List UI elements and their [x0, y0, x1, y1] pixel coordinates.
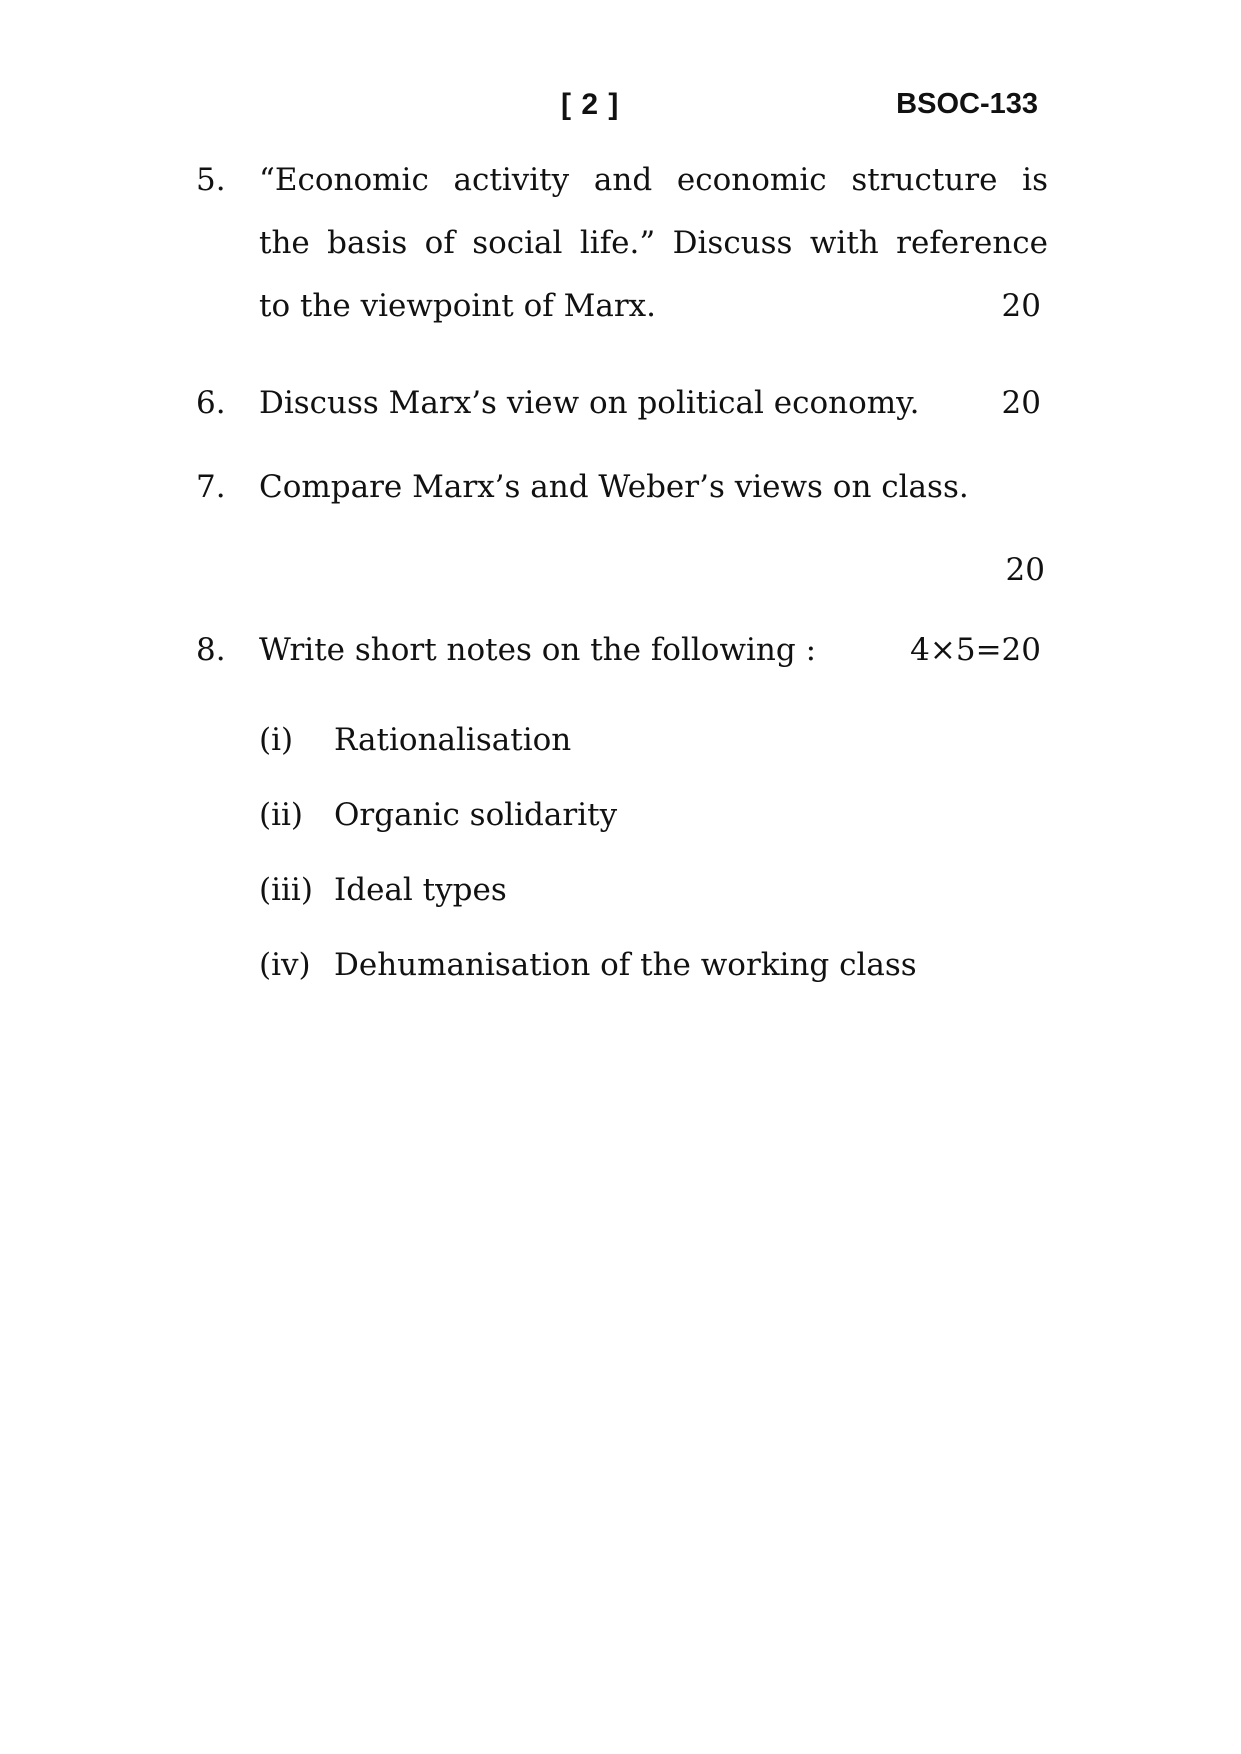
question-text-line-3: to the viewpoint of Marx. [259, 288, 656, 324]
sub-item-label: (i) [259, 722, 294, 758]
sub-item-text: Rationalisation [334, 722, 572, 758]
question-marks: 20 [1001, 288, 1041, 324]
sub-item-text: Dehumanisation of the working class [334, 947, 917, 983]
question-marks: 20 [1001, 385, 1041, 421]
question-text: Discuss Marx’s view on political economy. [259, 385, 920, 421]
question-number: 6. [196, 385, 226, 421]
question-number: 5. [196, 162, 226, 198]
paper-code: BSOC-133 [896, 88, 1038, 120]
sub-item-label: (iv) [259, 947, 311, 983]
sub-item-text: Organic solidarity [334, 797, 618, 833]
question-text-line-1: “Economic activity and economic structure is [259, 162, 1048, 198]
question-text: Write short notes on the following : [259, 632, 817, 668]
question-number: 8. [196, 632, 226, 668]
sub-item-label: (ii) [259, 797, 304, 833]
page-number: [ 2 ] [561, 88, 620, 121]
question-text: Compare Marx’s and Weber’s views on class. [259, 469, 969, 505]
sub-item-label: (iii) [259, 872, 313, 908]
question-text-line-2: the basis of social life.” Discuss with reference [259, 225, 1048, 261]
question-number: 7. [196, 469, 226, 505]
question-marks: 20 [1005, 552, 1045, 588]
sub-item-text: Ideal types [334, 872, 507, 908]
question-marks: 4×5=20 [910, 632, 1041, 668]
